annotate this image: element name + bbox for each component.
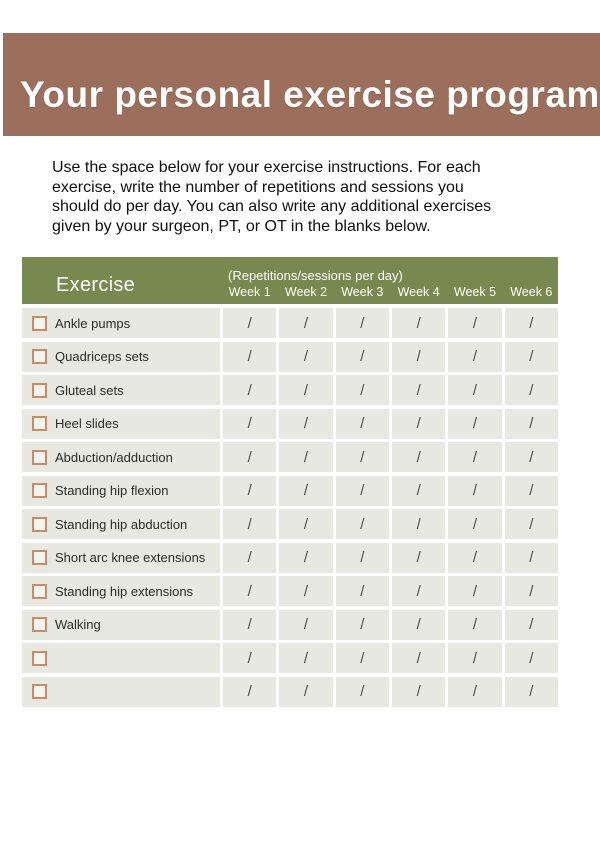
row-checkbox[interactable] [32,550,47,565]
week-cell-3[interactable]: / [336,375,389,405]
exercise-label: Standing hip flexion [55,483,169,498]
week-cell-3[interactable]: / [336,476,389,506]
row-checkbox[interactable] [32,584,47,599]
week-cell-6[interactable]: / [505,509,558,539]
week-cell-4[interactable]: / [392,643,445,673]
table-row [22,409,558,439]
exercise-label: Quadriceps sets [55,349,149,364]
week-cell-3[interactable]: / [336,643,389,673]
exercise-cell [22,342,220,372]
week-cell-2[interactable]: / [279,342,332,372]
week-cell-5[interactable]: / [448,643,501,673]
week-cell-1[interactable]: / [223,509,276,539]
week-header-2: Week 2 [284,285,328,299]
week-cell-1[interactable]: / [223,375,276,405]
week-cell-2[interactable]: / [279,576,332,606]
table-body [22,308,558,707]
week-cell-1[interactable]: / [223,342,276,372]
week-header-4: Week 4 [397,285,440,299]
week-header-3: Week 3 [341,285,384,299]
week-cell-5[interactable]: / [448,476,501,506]
week-cell-5[interactable]: / [448,442,501,472]
exercise-table [22,257,558,707]
exercise-label: Short arc knee extensions [55,550,206,565]
table-row [22,509,558,539]
exercise-label: Gluteal sets [55,382,124,398]
week-cell-5[interactable]: / [448,509,501,539]
week-cell-6[interactable]: / [505,677,558,707]
exercise-cell [22,576,220,606]
week-cell-4[interactable]: / [392,409,445,439]
week-cell-6[interactable]: / [505,375,558,405]
intro-line: exercise, write the number of repetitions and sessions you [52,178,464,196]
week-cell-6[interactable]: / [505,643,558,673]
exercise-cell [22,442,220,472]
week-cell-2[interactable]: / [279,442,332,472]
exercise-cell [22,543,220,573]
week-cell-3[interactable]: / [336,509,389,539]
exercise-label: Ankle pumps [55,315,131,331]
week-cell-4[interactable]: / [392,375,445,405]
row-checkbox[interactable] [32,517,47,532]
week-cell-2[interactable]: / [279,509,332,539]
week-cell-3[interactable]: / [336,442,389,472]
week-cell-3[interactable]: / [336,409,389,439]
week-cell-5[interactable]: / [448,677,501,707]
week-cell-1[interactable]: / [223,643,276,673]
week-cell-4[interactable]: / [392,576,445,606]
exercise-label: Walking [55,617,101,632]
row-checkbox[interactable] [32,349,47,364]
row-checkbox[interactable] [32,416,47,431]
week-cell-5[interactable]: / [448,308,501,338]
reps-caption: (Repetitions/sessions per day) [228,268,403,283]
week-cell-4[interactable]: / [392,610,445,640]
page-title: Your personal exercise program [20,74,600,115]
exercise-cell [22,610,220,640]
table-row [22,610,558,640]
intro-line: given by your surgeon, PT, or OT in the blanks below. [52,217,431,235]
week-cell-3[interactable]: / [336,576,389,606]
weeks-header-group [220,257,558,304]
week-cell-2[interactable]: / [279,543,332,573]
week-header-5: Week 5 [453,285,497,299]
exercise-label: Standing hip extensions [55,583,194,599]
week-cell-2[interactable]: / [279,308,332,338]
week-cell-4[interactable]: / [392,342,445,372]
week-cell-1[interactable]: / [223,442,276,472]
exercise-cell [22,643,220,673]
week-header-6: Week 6 [510,285,553,299]
week-cell-6[interactable]: / [505,610,558,640]
title-banner [3,33,600,136]
week-cell-6[interactable]: / [505,476,558,506]
week-cell-6[interactable]: / [505,342,558,372]
week-cell-2[interactable]: / [279,476,332,506]
row-checkbox[interactable] [32,684,47,699]
week-cell-1[interactable]: / [223,409,276,439]
row-checkbox[interactable] [32,651,47,666]
week-cell-5[interactable]: / [448,342,501,372]
exercise-column-header: Exercise [56,274,136,296]
week-cell-3[interactable]: / [336,308,389,338]
exercise-label: Heel slides [55,416,119,431]
row-checkbox[interactable] [32,383,47,398]
week-cell-2[interactable]: / [279,643,332,673]
table-row [22,308,558,338]
week-cell-3[interactable]: / [336,342,389,372]
intro-line: Use the space below for your exercise instructions. For each [52,159,481,176]
week-cell-5[interactable]: / [448,409,501,439]
exercise-cell [22,509,220,539]
week-cell-2[interactable]: / [279,610,332,640]
week-cell-1[interactable]: / [223,610,276,640]
week-cell-1[interactable]: / [223,576,276,606]
row-checkbox[interactable] [32,483,47,498]
week-cell-5[interactable]: / [448,543,501,573]
week-header-1: Week 1 [228,285,271,299]
exercise-label: Standing hip abduction [55,516,188,532]
week-cell-6[interactable]: / [505,543,558,573]
week-cell-6[interactable]: / [505,576,558,606]
row-checkbox[interactable] [32,316,47,331]
table-header [22,257,558,304]
intro-line: should do per day. You can also write any additional exercises [52,198,492,215]
week-cell-4[interactable]: / [392,476,445,506]
week-cell-1[interactable]: / [223,308,276,338]
table-row [22,576,558,606]
row-checkbox[interactable] [32,450,47,465]
week-cell-4[interactable]: / [392,308,445,338]
week-cell-3[interactable]: / [336,543,389,573]
row-checkbox[interactable] [32,617,47,632]
exercise-cell [22,308,220,338]
week-cell-1[interactable]: / [223,677,276,707]
table-row [22,677,558,707]
week-cell-4[interactable]: / [392,442,445,472]
week-cell-5[interactable]: / [448,576,501,606]
week-cell-3[interactable]: / [336,610,389,640]
exercise-cell [22,677,220,707]
week-cell-6[interactable]: / [505,409,558,439]
week-cell-2[interactable]: / [279,375,332,405]
week-cell-4[interactable]: / [392,543,445,573]
exercise-cell [22,375,220,405]
week-cell-1[interactable]: / [223,543,276,573]
table-row [22,643,558,673]
exercise-cell [22,476,220,506]
week-cell-4[interactable]: / [392,677,445,707]
week-cell-5[interactable]: / [448,375,501,405]
week-cell-2[interactable]: / [279,409,332,439]
week-cell-6[interactable]: / [505,308,558,338]
week-cell-3[interactable]: / [336,677,389,707]
week-cell-1[interactable]: / [223,476,276,506]
table-row [22,442,558,472]
table-row [22,342,558,372]
weeks-row [220,285,558,299]
table-row [22,375,558,405]
table-row [22,476,558,506]
table-row [22,543,558,573]
week-cell-6[interactable]: / [505,442,558,472]
week-cell-5[interactable]: / [448,610,501,640]
exercise-label: Abduction/adduction [55,449,173,465]
week-cell-4[interactable]: / [392,509,445,539]
exercise-cell [22,409,220,439]
week-cell-2[interactable]: / [279,677,332,707]
intro-paragraph [52,158,522,236]
